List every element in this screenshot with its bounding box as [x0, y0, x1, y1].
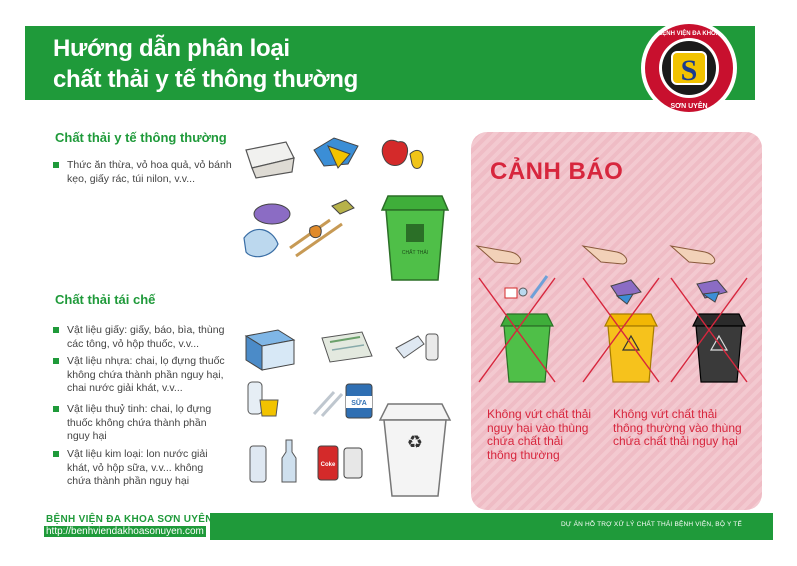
cola-can-icon: [318, 446, 362, 480]
section-title-recycle: Chất thải tái chế: [55, 292, 156, 307]
bullet-icon: [53, 358, 59, 364]
glass-bottles-icon: [250, 440, 296, 482]
logo-bottom-text: SƠN UYÊN: [670, 103, 708, 110]
hazardous-items-icon: [505, 276, 547, 298]
trash-pile-icon: [244, 200, 354, 257]
page-title-line1: Hướng dẫn phân loại: [53, 35, 290, 62]
milk-can-icon: [346, 384, 372, 418]
logo-letter: S: [680, 54, 698, 87]
section-title-general: Chất thải y tế thông thường: [55, 130, 227, 145]
cola-label: Coke: [320, 462, 336, 468]
list-item: Vật liệu kim loại: lon nước giải khát, vỏ hộp sữa, v.v... không chứa thành phần nguy hại: [67, 448, 227, 489]
candy-wrapper-icon: [314, 138, 358, 168]
list-item: Vật liệu thuỷ tinh: chai, lọ đựng thuốc không chứa thành phần nguy hại: [67, 403, 227, 444]
footer-url-link[interactable]: http://benhviendakhoasonuyen.com: [46, 526, 204, 537]
bullet-icon: [53, 327, 59, 333]
general-waste-illustration: [238, 128, 468, 288]
hospital-logo: [641, 20, 737, 116]
plastic-bottles-icon: [396, 334, 438, 360]
utensils-icon: [314, 392, 342, 416]
bottle-and-cup-icon: [248, 382, 278, 416]
green-bin-icon: [501, 314, 553, 382]
list-item: Thức ăn thừa, vỏ hoa quả, vỏ bánh kẹo, giấy rác, túi nilon, v.v...: [67, 159, 232, 186]
can-label: SỮA: [351, 400, 367, 407]
green-bin-icon: [382, 196, 448, 280]
warning-illustration: [471, 232, 762, 392]
apple-core-icon: [382, 140, 423, 168]
list-item: Vật liệu giấy: giấy, báo, bìa, thùng các tông, vỏ hộp thuốc, v.v...: [67, 324, 227, 351]
white-recycle-bin-icon: [380, 404, 450, 496]
general-items-icon: [611, 280, 727, 304]
svg-text:CHẤT THẢI: CHẤT THẢI: [401, 250, 429, 256]
bullet-icon: [53, 162, 59, 168]
footer-note: DỰ ÁN HỖ TRỢ XỬ LÝ CHẤT THẢI BỆNH VIỆN, BỘ Y TẾ: [560, 521, 742, 528]
warning-title: CẢNH BÁO: [490, 158, 624, 185]
yellow-bin-icon: [605, 314, 657, 382]
bullet-icon: [53, 406, 59, 412]
newspaper-icon: [322, 332, 372, 362]
warning-text-right: Không vứt chất thải thông thường vào thùng chứa chất thải nguy hại: [613, 407, 742, 448]
warning-panel: [471, 132, 762, 510]
bullet-icon: [53, 451, 59, 457]
list-item: Vật liệu nhựa: chai, lọ đựng thuốc không chứa thành phần nguy hại, chai nước giải khát, v.v...: [67, 355, 227, 396]
footer-hospital-name: BỆNH VIỆN ĐA KHOA SƠN UYÊN: [46, 514, 213, 525]
page-title-line2: chất thải y tế thông thường: [53, 66, 358, 93]
black-bin-icon: [693, 314, 745, 382]
warning-text-left: Không vứt chất thải nguy hại vào thùng chứa chất thải thông thường: [487, 407, 592, 462]
recycle-illustration: [238, 322, 468, 502]
hand-icon: [477, 246, 715, 264]
svg-text:♻: ♻: [406, 432, 424, 453]
food-container-icon: [246, 142, 294, 178]
logo-top-text: BỆNH VIỆN ĐA KHOA: [657, 31, 721, 37]
paper-box-icon: [246, 330, 294, 370]
